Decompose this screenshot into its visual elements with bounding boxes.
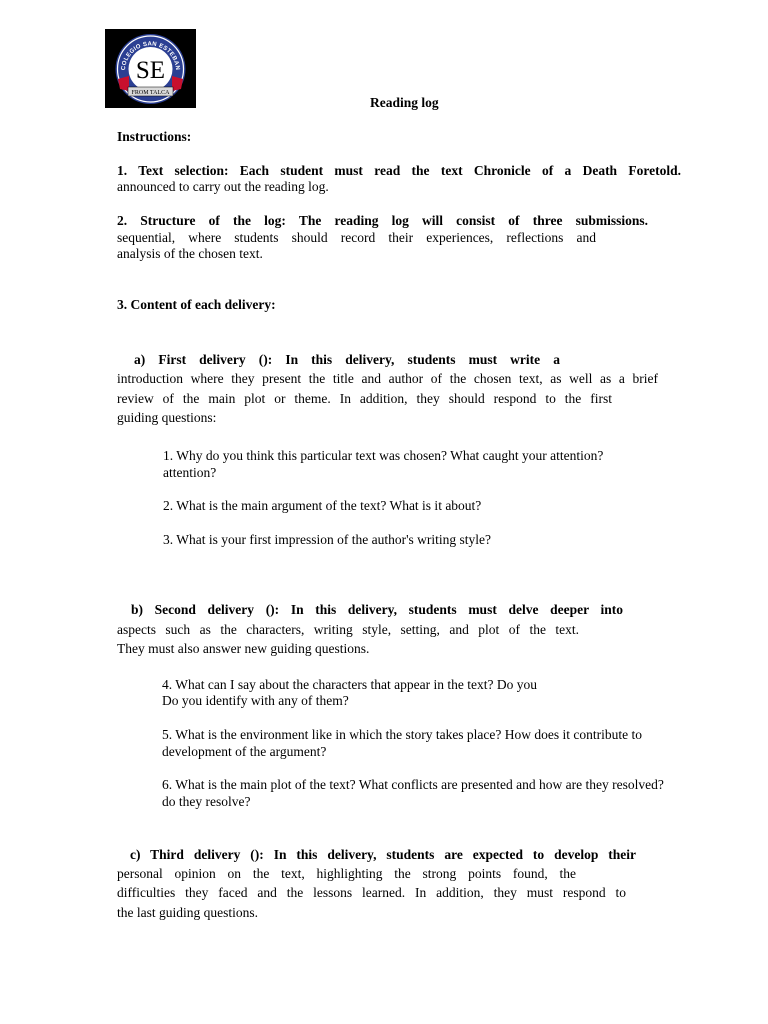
delivery-b-heading: b) Second delivery (): In this delivery, students must delve deeper into [131, 602, 623, 617]
delivery-c-line: personal opinion on the text, highlighting the strong points found, the [117, 866, 576, 881]
question-3: 3. What is your first impression of the author's writing style? [163, 532, 492, 547]
logo-arc-text: COLEGIO SAN ESTEBAN [120, 41, 181, 71]
question-4: 4. What can I say about the characters that appear in the text? Do you [162, 677, 537, 692]
question-6: 6. What is the main plot of the text? What conflicts are presented and how are they resolved? [162, 777, 664, 792]
delivery-c-line: the last guiding questions. [117, 905, 258, 920]
instructions-heading: Instructions: [117, 129, 192, 144]
delivery-c-heading: c) Third delivery (): In this delivery, students are expected to develop their [130, 847, 636, 862]
question-5: 5. What is the environment like in which the story takes place? How does it contribute to [162, 727, 643, 742]
question-1-cont: attention? [163, 465, 217, 480]
question-4-cont: Do you identify with any of them? [162, 693, 349, 708]
item1-bold: 1. Text selection: Each student must read the text Chronicle of a Death Foretold. [117, 163, 681, 178]
logo-banner-text: FROM TALCA [131, 90, 170, 96]
question-6-cont: do they resolve? [162, 794, 251, 809]
question-1: 1. Why do you think this particular text was chosen? What caught your attention? [163, 448, 604, 463]
delivery-b-line: aspects such as the characters, writing style, setting, and plot of the text. [117, 622, 579, 637]
page-title: Reading log [370, 95, 439, 110]
item1-text: announced to carry out the reading log. [117, 179, 329, 194]
delivery-a-line: guiding questions: [117, 410, 217, 425]
delivery-a-heading: a) First delivery (): In this delivery, students must write a [134, 352, 560, 367]
delivery-b-line: They must also answer new guiding questions. [117, 641, 370, 656]
delivery-c-line: difficulties they faced and the lessons learned. In addition, they must respond to [117, 885, 626, 900]
logo-initials: SE [135, 57, 166, 84]
item2-bold: 2. Structure of the log: The reading log will consist of three submissions. [117, 213, 648, 228]
question-2: 2. What is the main argument of the text? What is it about? [163, 498, 482, 513]
item3-heading: 3. Content of each delivery: [117, 297, 276, 312]
item2-line2: sequential, where students should record their experiences, reflections and [117, 230, 596, 245]
item2-line3: analysis of the chosen text. [117, 246, 263, 261]
school-crest-icon [105, 29, 196, 108]
delivery-a-line: introduction where they present the title and author of the chosen text, as well as a brief [117, 371, 658, 386]
school-logo [105, 29, 196, 108]
delivery-a-line: review of the main plot or theme. In addition, they should respond to the first [117, 391, 612, 406]
question-5-cont: development of the argument? [162, 744, 327, 759]
